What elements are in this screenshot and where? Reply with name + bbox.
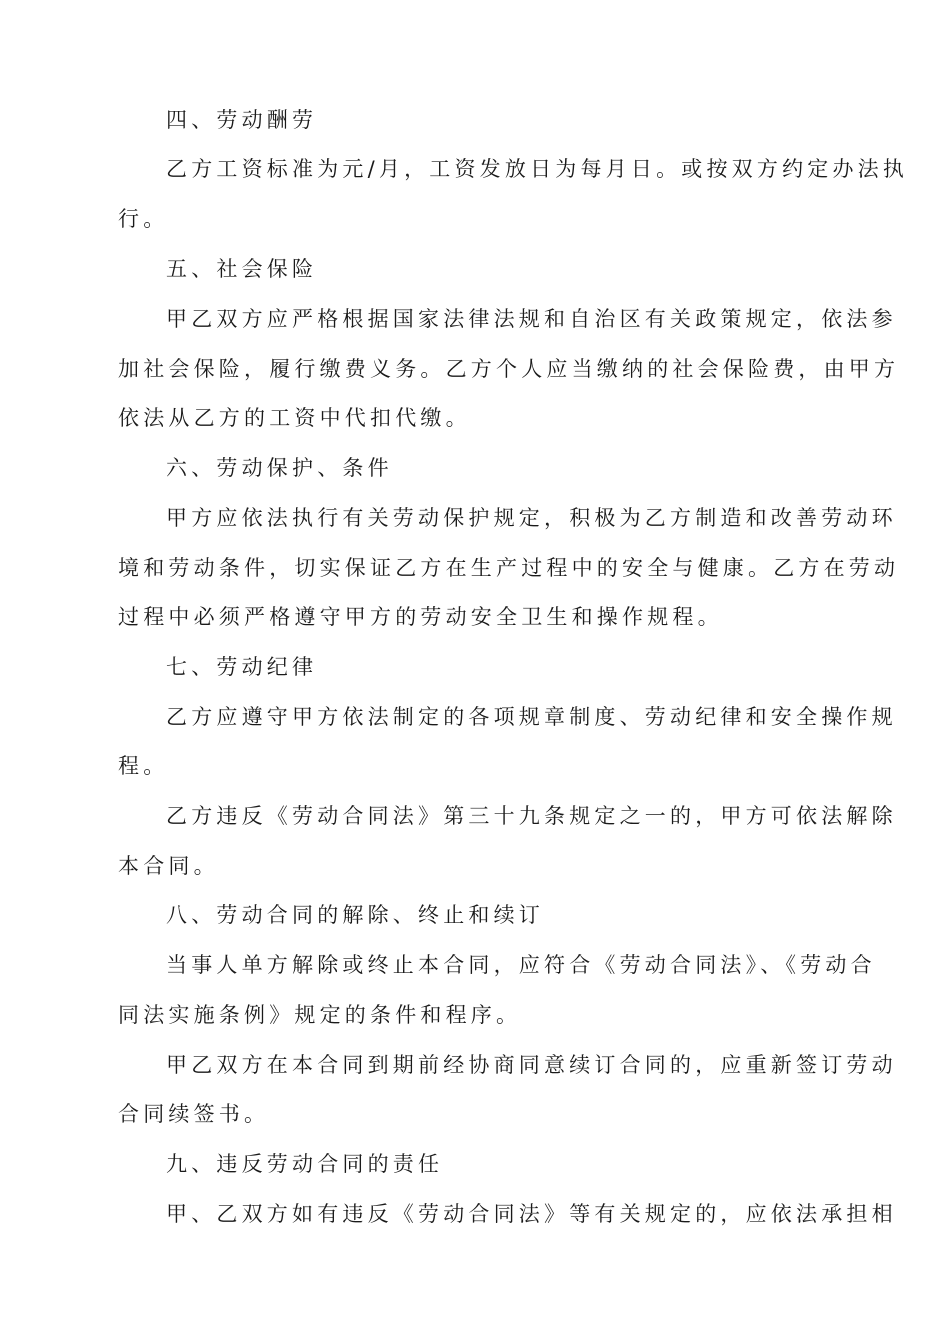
section-heading: 九、违反劳动合同的责任 [166, 1152, 444, 1176]
paragraph-line: 同法实施条例》规定的条件和程序。 [118, 1003, 522, 1027]
paragraph-line: 过程中必须严格遵守甲方的劳动安全卫生和操作规程。 [118, 605, 723, 629]
paragraph-line: 加社会保险，履行缴费义务。乙方个人应当缴纳的社会保险费，由甲方 [118, 357, 900, 381]
paragraph-line: 甲乙双方在本合同到期前经协商同意续订合同的，应重新签订劳动 [166, 1053, 897, 1077]
paragraph-line: 甲方应依法执行有关劳动保护规定，积极为乙方制造和改善劳动环 [166, 506, 897, 530]
section-heading: 四、劳动酬劳 [166, 108, 318, 132]
paragraph-line: 乙方违反《劳动合同法》第三十九条规定之一的，甲方可依法解除 [166, 804, 897, 828]
section-heading: 七、劳动纪律 [166, 655, 318, 679]
section-heading: 五、社会保险 [166, 257, 318, 281]
paragraph-line: 乙方工资标准为元/月，工资发放日为每月日。或按双方约定办法执 [166, 157, 909, 181]
paragraph-line: 行。 [118, 207, 169, 231]
paragraph-line: 乙方应遵守甲方依法制定的各项规章制度、劳动纪律和安全操作规 [166, 705, 897, 729]
section-heading: 八、劳动合同的解除、终止和续订 [166, 903, 544, 927]
paragraph-line: 境和劳动条件，切实保证乙方在生产过程中的安全与健康。乙方在劳动 [118, 556, 900, 580]
paragraph-line: 程。 [118, 754, 169, 778]
paragraph-line: 依法从乙方的工资中代扣代缴。 [118, 406, 471, 430]
section-heading: 六、劳动保护、条件 [166, 456, 393, 480]
paragraph-line: 当事人单方解除或终止本合同，应符合《劳动合同法》、《劳动合 [166, 953, 876, 977]
paragraph-line: 合同续签书。 [118, 1102, 270, 1126]
paragraph-line: 甲乙双方应严格根据国家法律法规和自治区有关政策规定，依法参 [166, 307, 897, 331]
paragraph-line: 本合同。 [118, 854, 219, 878]
paragraph-line: 甲、乙双方如有违反《劳动合同法》等有关规定的，应依法承担相 [166, 1202, 897, 1226]
